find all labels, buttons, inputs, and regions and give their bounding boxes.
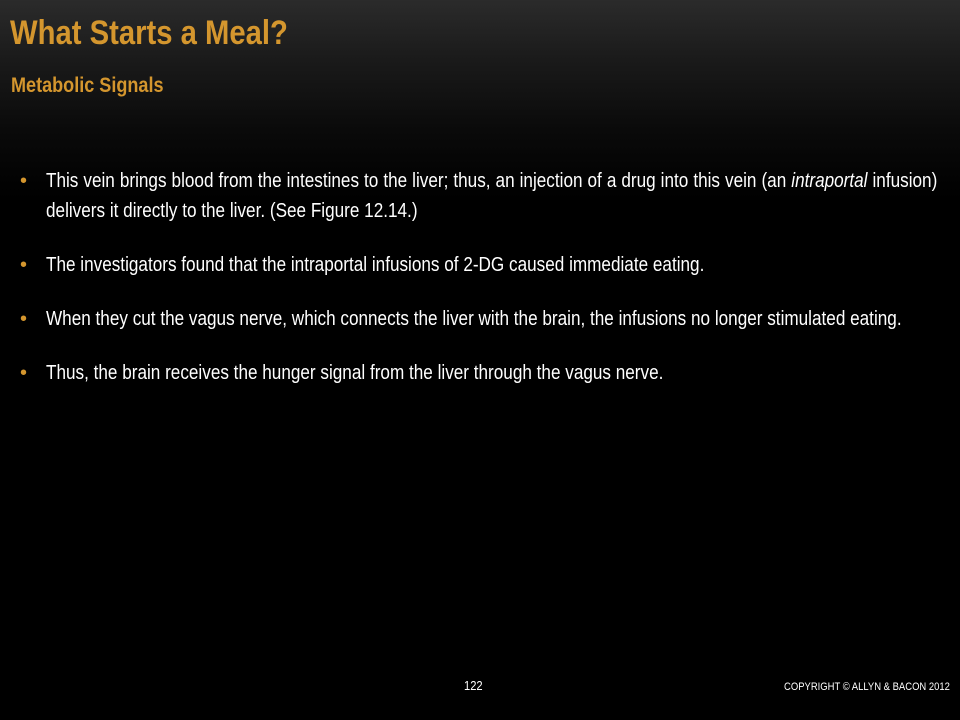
bullet-text-part: infusion) delivers it directly to the liver. (See Figure 12.14.) — [46, 170, 938, 222]
bullet-icon: • — [20, 254, 28, 276]
bullet-list — [20, 166, 938, 412]
bullet-text-emphasis: intraportal — [791, 170, 868, 192]
bullet-text: Thus, the brain receives the hunger signal from the liver through the vagus nerve. — [46, 362, 664, 384]
bullet-icon: • — [20, 362, 28, 384]
copyright-notice: COPYRIGHT © ALLYN & BACON 2012 — [784, 681, 950, 693]
bullet-item — [20, 304, 938, 334]
slide-subtitle: Metabolic Signals — [11, 74, 164, 97]
page-number: 122 — [464, 678, 483, 693]
slide-title: What Starts a Meal? — [10, 14, 288, 52]
bullet-text: The investigators found that the intraportal infusions of 2-DG caused immediate eating. — [46, 254, 705, 276]
bullet-icon: • — [20, 308, 28, 330]
bullet-item — [20, 166, 938, 226]
bullet-text-part: This vein brings blood from the intestines to the liver; thus, an injection of a drug into this vein (an — [46, 170, 792, 192]
bullet-item — [20, 250, 938, 280]
bullet-text: When they cut the vagus nerve, which connects the liver with the brain, the infusions no longer stimulated eating. — [46, 308, 902, 330]
bullet-text — [46, 166, 937, 226]
bullet-icon: • — [20, 170, 28, 192]
bullet-item — [20, 358, 938, 388]
